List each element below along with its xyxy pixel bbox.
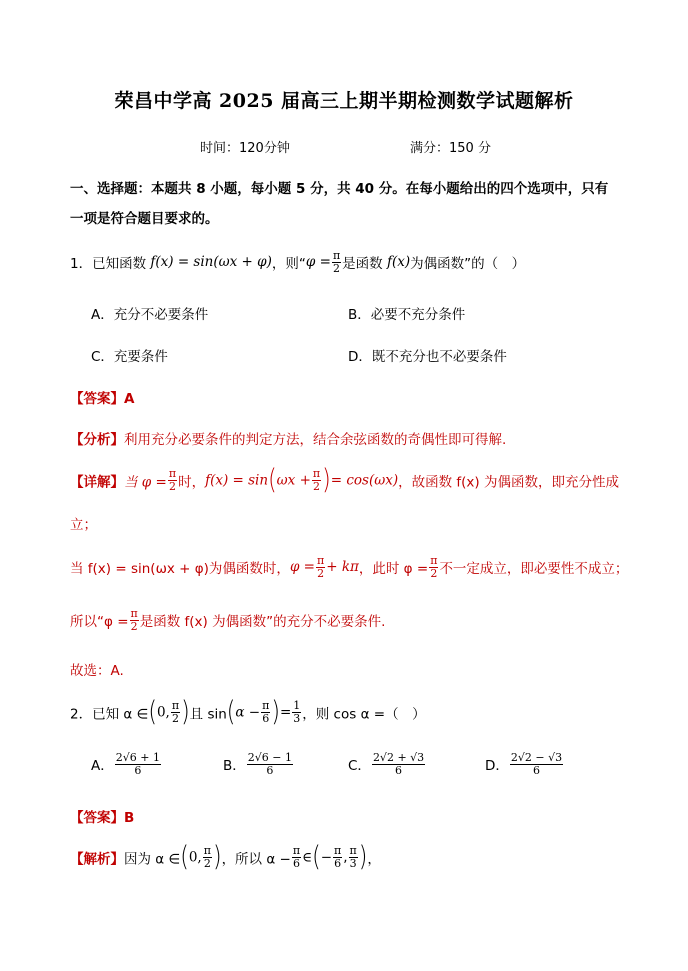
q1-option-b: B．必要不充分条件 <box>348 307 466 323</box>
q2-option-a: A． $\frac{2√6 + 1}{6}$ <box>91 751 160 777</box>
q2-option-c: C． $\frac{2√2 + √3}{6}$ <box>348 751 425 777</box>
q1-fx: f(x) <box>386 254 411 271</box>
q1-option-a: A．充分不必要条件 <box>91 307 209 323</box>
q1-answer-tag: 【答案】 <box>70 391 124 407</box>
q1-analysis-text: 利用充分必要条件的判定方法，结合余弦函数的奇偶性即可得解. <box>124 432 507 448</box>
q2-option-b: B． $\frac{2√6 - 1}{6}$ <box>223 751 292 777</box>
exam-time: 时间：120分钟 <box>200 141 290 156</box>
section-heading-line-1: 一、选择题：本题共 8 小题，每小题 5 分，共 40 分。在每小题给出的四个选项中，只有 <box>70 181 609 197</box>
q1-text-3: 为偶函数”的（ ） <box>410 256 526 273</box>
q1-detail-line-1: 【详解】当 φ = $\frac{\pi}{2}$ 时，f(x) = sin(ωx + $\frac{\pi}{2}$ )= cos(ωx)，故函数 f(x) 为偶函数，即充分性成 <box>70 464 619 497</box>
q1-analysis <box>70 428 506 448</box>
q1-pi-over-2: $\frac{\pi}{2}$ <box>332 249 341 275</box>
q1-detail-line-2: 立； <box>70 517 97 533</box>
question-1-stem <box>70 250 525 274</box>
q1-option-c: C．充要条件 <box>91 349 168 365</box>
q1-analysis-tag: 【分析】 <box>70 432 124 448</box>
left-paren: ( <box>268 464 277 497</box>
q1-choose: 故选：A. <box>70 663 124 679</box>
q2-solution: 【解析】因为 α ∈(0, $\frac{\pi}{2}$ )，所以 α − $\frac{\pi}{6}$ ∈(− $\frac{\pi}{6}$ , $\frac{\pi}{3}$ )， <box>70 841 381 874</box>
q2-answer: 【答案】B <box>70 810 135 826</box>
q1-text-1: ，则“ <box>271 256 306 273</box>
q1-function-def: f(x) = sin(ωx + φ) <box>150 254 272 271</box>
q1-answer <box>70 387 134 407</box>
right-paren: ) <box>322 464 331 497</box>
q1-detail-pi-over-2: $\frac{\pi}{2}$ <box>168 467 177 493</box>
q1-option-d: D．既不充分也不必要条件 <box>348 349 507 365</box>
q1-answer-value: A <box>124 391 135 407</box>
q1-detail-line-4: 所以“φ = $\frac{\pi}{2}$ 是函数 f(x) 为偶函数”的充分不必要条件. <box>70 607 386 633</box>
q1-detail-line-3: 当 f(x) = sin(ωx + φ)为偶函数时，φ = $\frac{\pi}{2}$ + kπ，此时 φ = $\frac{\pi}{2}$ 不一定成立，即必要性不成立； <box>70 554 629 580</box>
q1-phi-eq: φ = <box>305 254 331 271</box>
q1-text-2: 是函数 <box>342 256 387 273</box>
q1-prefix: 1．已知函数 <box>70 256 151 273</box>
q1-detail-tag: 【详解】 <box>70 474 124 491</box>
question-2-stem: 2．已知 α ∈(0, $\frac{\pi}{2}$ )且 sin(α − $\frac{\pi}{6}$ )= $\frac{1}{3}$ ，则 cos α =（ ） <box>70 696 426 729</box>
exam-full-score: 满分：150 分 <box>410 141 491 156</box>
q2-option-d: D． $\frac{2√2 - √3}{6}$ <box>485 751 563 777</box>
page-title: 荣昌中学高 2025 届高三上期半期检测数学试题解析 <box>114 90 574 112</box>
section-heading-line-2: 一项是符合题目要求的。 <box>70 211 219 227</box>
